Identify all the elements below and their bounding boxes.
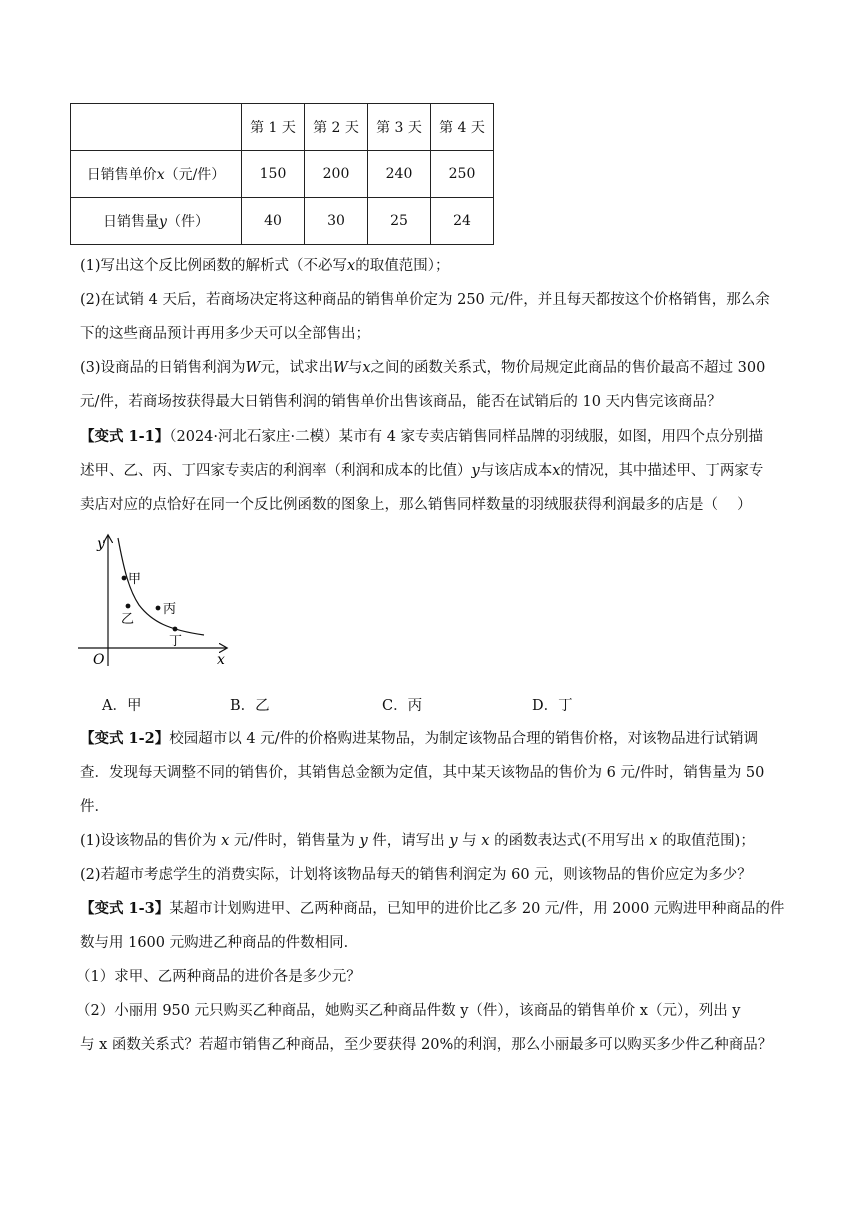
row-label: 日销售量y（件） — [71, 198, 242, 245]
table-cell: 200 — [305, 151, 368, 198]
table-cell: 24 — [431, 198, 494, 245]
q1-part1: (1)写出这个反比例函数的解析式（不必写x的取值范围）； — [80, 258, 450, 274]
table-cell: 150 — [242, 151, 305, 198]
v12-part1: (1)设该物品的售价为 x 元/件时，销售量为 y 件，请写出 y 与 x 的函数表达式(不用写出 x 的取值范围)； — [80, 833, 755, 849]
variant-tag: 【变式 1-3】 — [80, 900, 170, 917]
variant-tag: 【变式 1-1】 — [80, 428, 170, 445]
table-header-row — [71, 104, 494, 151]
table-header-cell: 第 4 天 — [431, 104, 494, 151]
v12-line3: 件． — [80, 799, 109, 815]
table-row — [71, 151, 494, 198]
choice-c[interactable]: C．丙 — [382, 698, 423, 714]
point-label: 丁 — [169, 634, 183, 649]
q1-part3-line1: (3)设商品的日销售利润为W元，试求出W与x之间的函数关系式，物价局规定此商品的售价最高不超过 300 — [80, 360, 766, 376]
table-cell: 240 — [368, 151, 431, 198]
v13-part2-line1: （2）小丽用 950 元只购买乙种商品，她购买乙种商品件数 y（件），该商品的销售单价 x（元），列出 y — [76, 1003, 741, 1019]
y-axis-label: y — [97, 536, 105, 552]
q1-part3-line2: 元/件，若商场按获得最大日销售利润的销售单价出售该商品，能否在试销后的 10 天内售完该商品？ — [80, 394, 722, 410]
table-header-cell: 第 1 天 — [242, 104, 305, 151]
v11-line1: 【变式 1-1】（2024·河北石家庄·二模）某市有 4 家专卖店销售同样品牌的羽绒服，如图，用四个点分别描 — [80, 428, 764, 445]
point-label: 乙 — [121, 612, 135, 627]
table-row — [71, 198, 494, 245]
v13-line2: 数与用 1600 元购进乙种商品的件数相同． — [80, 935, 359, 951]
choice-b[interactable]: B．乙 — [230, 698, 270, 714]
table-cell: 30 — [305, 198, 368, 245]
answer-choices — [102, 694, 702, 714]
origin-label: O — [93, 652, 105, 668]
row-label: 日销售单价x（元/件） — [71, 151, 242, 198]
table-cell: 250 — [431, 151, 494, 198]
v13-part2-line2: 与 x 函数关系式？若超市销售乙种商品，至少要获得 20%的利润，那么小丽最多可以购买多少件乙种商品？ — [80, 1037, 773, 1053]
choice-a[interactable]: A．甲 — [102, 698, 142, 714]
table-header-cell: 第 2 天 — [305, 104, 368, 151]
v13-line1: 【变式 1-3】某超市计划购进甲、乙两种商品，已知甲的进价比乙多 20 元/件，用 2000 元购进甲种商品的件 — [80, 900, 785, 917]
point-ding — [173, 627, 178, 632]
q1-part2-line2: 下的这些商品预计再用多少天可以全部售出； — [80, 326, 370, 342]
v13-part1: （1）求甲、乙两种商品的进价各是多少元？ — [76, 969, 361, 985]
table-cell: 40 — [242, 198, 305, 245]
q1-part2-line1: (2)在试销 4 天后，若商场决定将这种商品的销售单价定为 250 元/件，并且每天都按这个价格销售，那么余 — [80, 292, 770, 308]
v11-line2: 述甲、乙、丙、丁四家专卖店的利润率（利润和成本的比值）y与该店成本x的情况，其中描述甲、丁两家专 — [80, 463, 764, 479]
point-jia — [122, 576, 127, 581]
v11-line3: 卖店对应的点恰好在同一个反比例函数的图象上，那么销售同样数量的羽绒服获得利润最多的店是（ ） — [80, 497, 752, 513]
choice-d[interactable]: D．丁 — [532, 698, 573, 714]
variant-tag: 【变式 1-2】 — [80, 730, 170, 747]
point-label: 丙 — [163, 602, 177, 617]
point-bing — [156, 606, 161, 611]
x-axis-label: x — [217, 652, 225, 668]
v12-line2: 查．发现每天调整不同的销售价，其销售总金额为定值，其中某天该物品的售价为 6 元/件时，销售量为 50 — [80, 765, 765, 781]
table-header-cell — [71, 104, 242, 151]
table-header-cell: 第 3 天 — [368, 104, 431, 151]
table-cell: 25 — [368, 198, 431, 245]
v12-line1: 【变式 1-2】校园超市以 4 元/件的价格购进某物品，为制定该物品合理的销售价格，对该物品进行试销调 — [80, 730, 759, 747]
v12-part2: (2)若超市考虑学生的消费实际，计划将该物品每天的销售利润定为 60 元，则该物品的售价应定为多少？ — [80, 867, 752, 883]
point-yi — [126, 604, 131, 609]
inverse-function-graph — [74, 530, 244, 670]
sales-table — [70, 103, 494, 245]
point-label: 甲 — [128, 572, 142, 587]
